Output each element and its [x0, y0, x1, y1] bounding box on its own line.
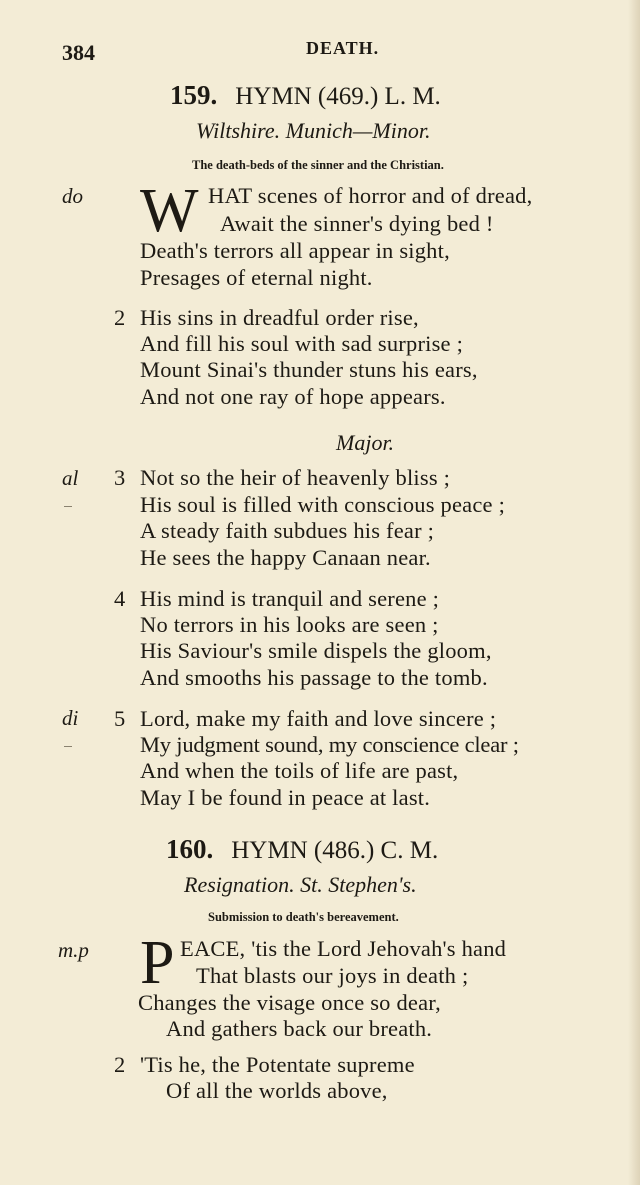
verse-line: EACE, 'tis the Lord Jehovah's hand [180, 936, 507, 961]
verse-line: Of all the worlds above, [166, 1078, 388, 1103]
verse-line: Death's terrors all appear in sight, [140, 238, 450, 263]
dynamics-mark: do [62, 184, 83, 208]
verse-line: And not one ray of hope appears. [140, 384, 446, 409]
verse-line: His sins in dreadful order rise, [140, 305, 419, 330]
dynamics-mark: m.p [58, 938, 89, 962]
verse-line: And fill his soul with sad surprise ; [140, 331, 464, 356]
hymn-159-heading [170, 80, 441, 111]
verse-number: 3 [114, 465, 126, 490]
dynamics-mark: al [62, 466, 79, 490]
section-label: Major. [336, 430, 395, 455]
hymn-160-number: 160. [166, 834, 214, 864]
verse-line: Lord, make my faith and love sincere ; [140, 706, 497, 731]
verse-number: 5 [114, 706, 126, 731]
drop-cap: P [140, 929, 175, 997]
hymn-160-subtitle: Submission to death's bereavement. [208, 910, 399, 924]
verse-line: Mount Sinai's thunder stuns his ears, [140, 357, 478, 382]
running-head: DEATH. [306, 38, 380, 58]
verse-line: HAT scenes of horror and of dread, [208, 183, 533, 208]
drop-cap: W [140, 177, 199, 245]
dynamics-mark: di [62, 706, 79, 730]
hymn-160-heading [166, 834, 438, 865]
verse-line: His Saviour's smile dispels the gloom, [140, 638, 492, 663]
margin-dash [64, 746, 72, 747]
verse-line: My judgment sound, my conscience clear ; [140, 732, 519, 757]
page-number: 384 [62, 40, 95, 65]
verse-line: And gathers back our breath. [166, 1016, 433, 1041]
verse-line: May I be found in peace at last. [140, 785, 431, 810]
hymn-159-title: HYMN (469.) L. M. [235, 83, 441, 110]
hymn-159-tune: Wiltshire. Munich—Minor. [196, 118, 431, 143]
verse-line: No terrors in his looks are seen ; [140, 612, 439, 637]
verse-line: And smooths his passage to the tomb. [140, 665, 488, 690]
hymn-159-number: 159. [170, 80, 218, 110]
verse-number: 2 [114, 1052, 126, 1077]
verse-line: His mind is tranquil and serene ; [140, 586, 440, 611]
hymn-159-subtitle: The death-beds of the sinner and the Christian. [192, 158, 444, 172]
verse-line: He sees the happy Canaan near. [140, 545, 431, 570]
hymn-160-tune: Resignation. St. Stephen's. [184, 872, 417, 897]
verse-line: Changes the visage once so dear, [138, 990, 441, 1015]
verse-number: 4 [114, 586, 126, 611]
page-edge-shadow [628, 0, 640, 1185]
verse-line: Presages of eternal night. [140, 265, 373, 290]
verse-line: Not so the heir of heavenly bliss ; [140, 465, 451, 490]
margin-dash [64, 506, 72, 507]
verse-line: 'Tis he, the Potentate supreme [140, 1052, 415, 1077]
verse-line: His soul is filled with conscious peace ; [140, 492, 506, 517]
verse-line: A steady faith subdues his fear ; [140, 518, 435, 543]
verse-line: That blasts our joys in death ; [196, 963, 469, 988]
verse-line: Await the sinner's dying bed ! [220, 211, 494, 236]
verse-line: And when the toils of life are past, [140, 758, 459, 783]
verse-number: 2 [114, 305, 126, 330]
hymn-160-title: HYMN (486.) C. M. [231, 837, 439, 864]
